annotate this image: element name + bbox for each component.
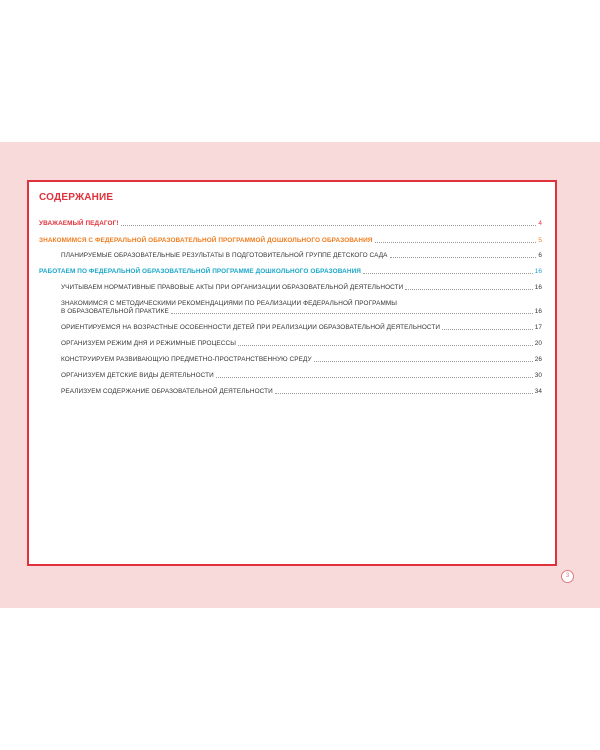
toc-title: СОДЕРЖАНИЕ xyxy=(39,192,114,203)
toc-entry-page: 17 xyxy=(534,324,542,331)
toc-entry-text: УВАЖАЕМЫЙ ПЕДАГОГ! xyxy=(39,220,119,227)
toc-entry-page: 26 xyxy=(534,356,542,363)
toc-entry-text: РЕАЛИЗУЕМ СОДЕРЖАНИЕ ОБРАЗОВАТЕЛЬНОЙ ДЕЯТЕЛЬНОСТИ xyxy=(61,388,273,395)
toc-entry-text: ОРГАНИЗУЕМ РЕЖИМ ДНЯ И РЕЖИМНЫЕ ПРОЦЕССЫ xyxy=(61,340,236,347)
toc-entry-page: 5 xyxy=(538,237,542,244)
toc-leader-dots xyxy=(375,242,537,243)
toc-entry[interactable] xyxy=(39,340,542,348)
toc-entry-text: ОРИЕНТИРУЕМСЯ НА ВОЗРАСТНЫЕ ОСОБЕННОСТИ ДЕТЕЙ ПРИ РЕАЛИЗАЦИИ ОБРАЗОВАТЕЛЬНОЙ ДЕЯТЕЛЬНОСТИ xyxy=(61,324,441,331)
toc-entry-text: КОНСТРУИРУЕМ РАЗВИВАЮЩУЮ ПРЕДМЕТНО-ПРОСТРАНСТВЕННУЮ СРЕДУ xyxy=(61,356,312,363)
toc-entry-page: 6 xyxy=(538,252,542,259)
toc-entry-page: 16 xyxy=(534,268,542,275)
page-number: 3 xyxy=(561,570,574,583)
toc-leader-dots xyxy=(275,393,533,394)
toc-leader-dots xyxy=(442,329,533,330)
toc-entry-row xyxy=(39,252,542,260)
toc-entry-page: 20 xyxy=(534,340,542,347)
toc-entry[interactable] xyxy=(39,237,542,245)
toc-leader-dots xyxy=(405,289,532,290)
toc-entry-row xyxy=(39,372,542,380)
toc-entry-text: ЗНАКОМИМСЯ С ФЕДЕРАЛЬНОЙ ОБРАЗОВАТЕЛЬНОЙ ПРОГРАММОЙ ДОШКОЛЬНОГО ОБРАЗОВАНИЯ xyxy=(39,237,373,244)
toc-entry[interactable] xyxy=(39,268,542,276)
toc-entry-page: 16 xyxy=(534,284,542,291)
toc-entry-text: ОРГАНИЗУЕМ ДЕТСКИЕ ВИДЫ ДЕЯТЕЛЬНОСТИ xyxy=(61,372,214,379)
toc-entry-page: 4 xyxy=(538,220,542,227)
toc-leader-dots xyxy=(390,257,537,258)
toc-entry-page: 34 xyxy=(534,388,542,395)
toc-entry[interactable] xyxy=(39,356,542,364)
toc-entry-row xyxy=(39,340,542,348)
toc-entry-text: УЧИТЫВАЕМ НОРМАТИВНЫЕ ПРАВОВЫЕ АКТЫ ПРИ ОРГАНИЗАЦИИ ОБРАЗОВАТЕЛЬНОЙ ДЕЯТЕЛЬНОСТИ xyxy=(61,284,404,291)
toc-entry[interactable] xyxy=(39,284,542,292)
toc-leader-dots xyxy=(171,313,533,314)
toc-entry-row xyxy=(39,237,542,245)
toc-entry-page: 16 xyxy=(534,308,542,315)
toc-entry-row xyxy=(39,220,542,228)
toc-entry-row xyxy=(39,268,542,276)
toc-entry-row xyxy=(39,388,542,396)
toc-leader-dots xyxy=(121,225,537,226)
toc-entry[interactable] xyxy=(39,372,542,380)
toc-entry[interactable] xyxy=(39,252,542,260)
toc-entry[interactable] xyxy=(39,300,542,316)
toc-leader-dots xyxy=(238,345,533,346)
toc-entry-text-line1: ЗНАКОМИМСЯ С МЕТОДИЧЕСКИМИ РЕКОМЕНДАЦИЯМИ ПО РЕАЛИЗАЦИИ ФЕДЕРАЛЬНОЙ ПРОГРАММЫ xyxy=(61,300,398,307)
toc-entry-row xyxy=(39,356,542,364)
toc-leader-dots xyxy=(216,377,533,378)
toc-entry-page: 30 xyxy=(534,372,542,379)
toc-list xyxy=(39,220,542,396)
toc-entry-row xyxy=(39,308,542,316)
toc-entry[interactable] xyxy=(39,220,542,228)
toc-entry-text: РАБОТАЕМ ПО ФЕДЕРАЛЬНОЙ ОБРАЗОВАТЕЛЬНОЙ ПРОГРАММЕ ДОШКОЛЬНОГО ОБРАЗОВАНИЯ xyxy=(39,268,361,275)
toc-leader-dots xyxy=(314,361,533,362)
toc-entry[interactable] xyxy=(39,324,542,332)
toc-entry-text: В ОБРАЗОВАТЕЛЬНОЙ ПРАКТИКЕ xyxy=(61,308,169,315)
toc-entry[interactable] xyxy=(39,388,542,396)
toc-entry-text: ПЛАНИРУЕМЫЕ ОБРАЗОВАТЕЛЬНЫЕ РЕЗУЛЬТАТЫ В ПОДГОТОВИТЕЛЬНОЙ ГРУППЕ ДЕТСКОГО САДА xyxy=(61,252,388,259)
table-of-contents xyxy=(27,180,557,566)
toc-leader-dots xyxy=(363,273,533,274)
toc-entry-row xyxy=(39,284,542,292)
toc-entry-row xyxy=(39,324,542,332)
